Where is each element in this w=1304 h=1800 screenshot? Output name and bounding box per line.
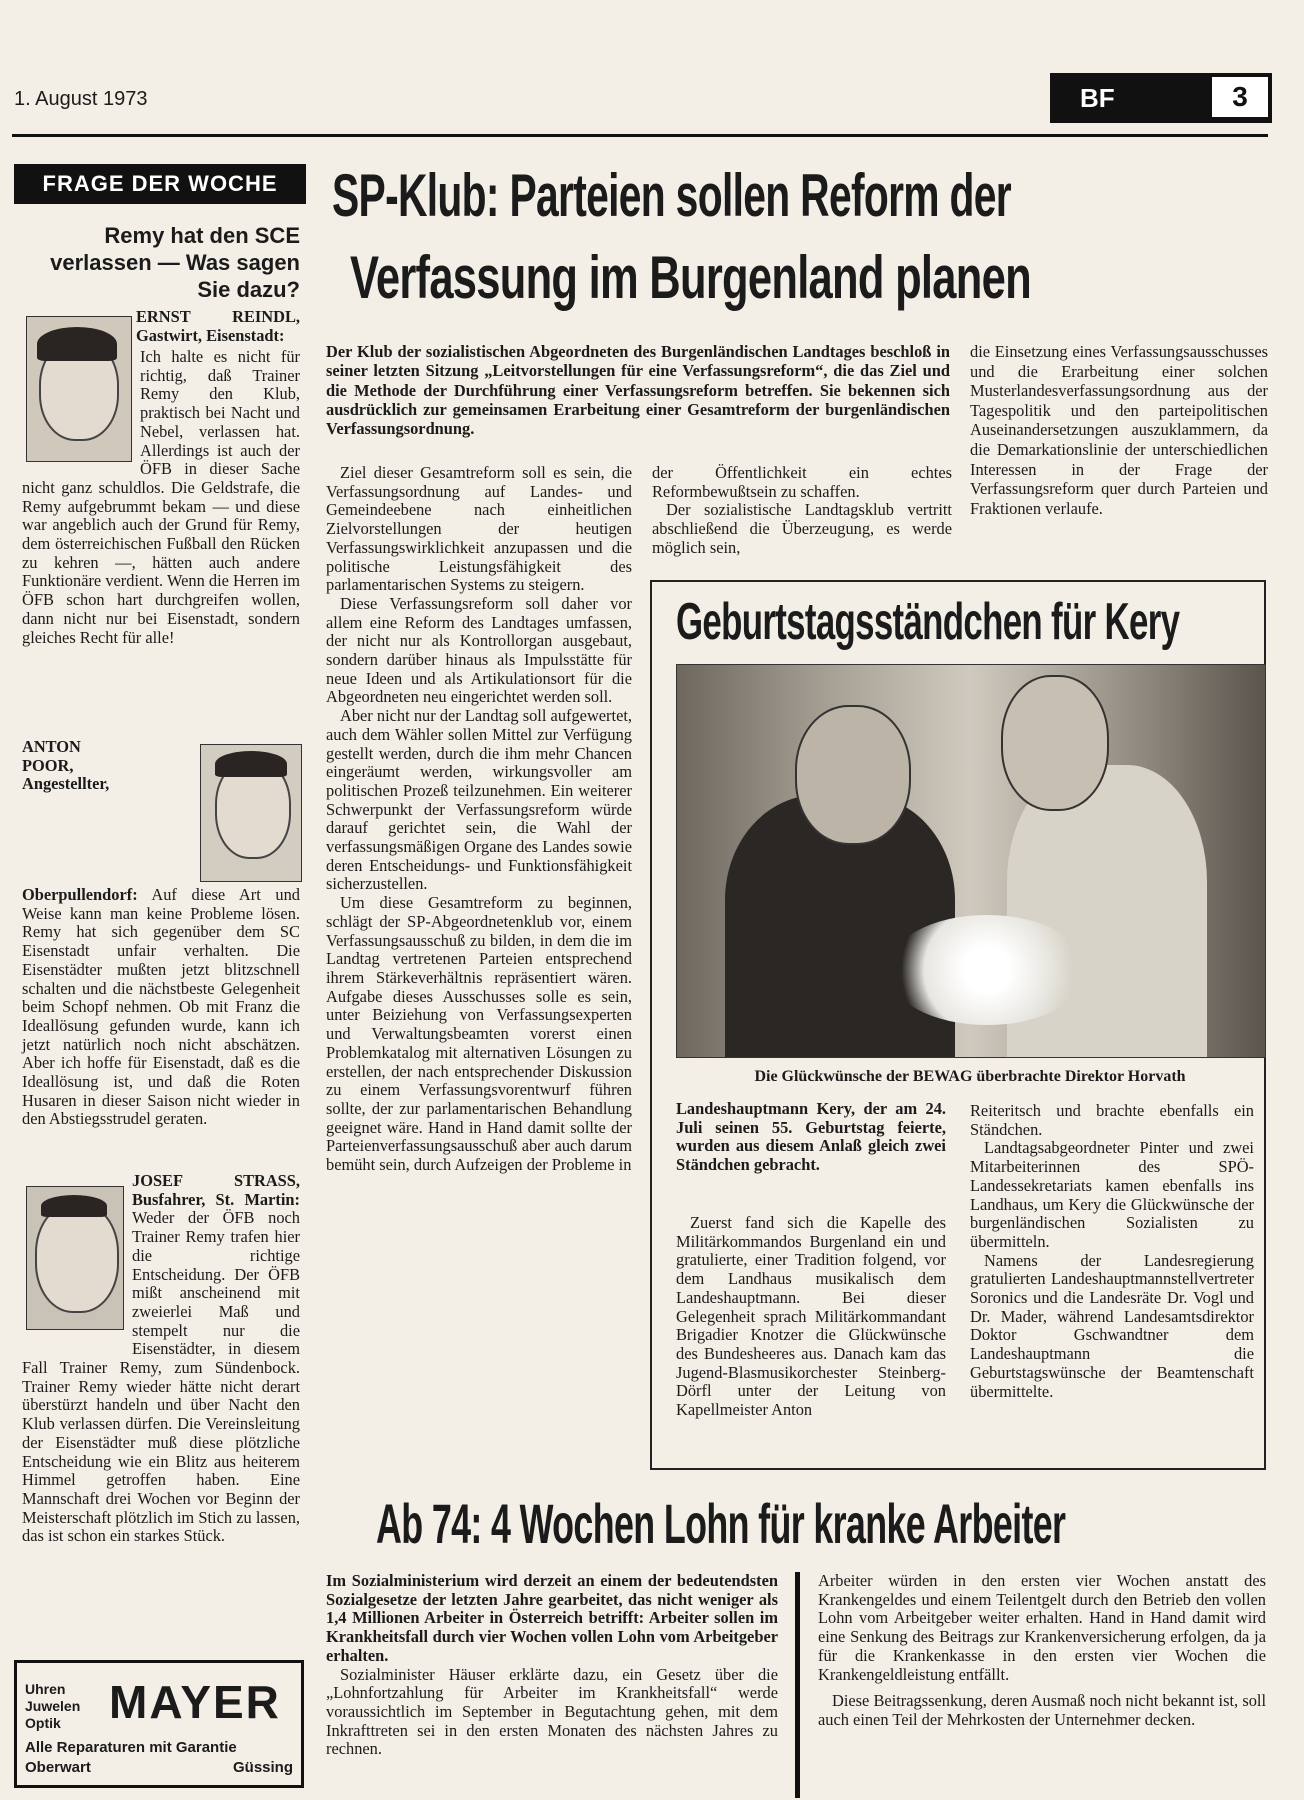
article2-col2-p3: Namens der Landesregierung gratulierten Landeshauptmannstellvertreter Soronics und die Landesräte Dr. Vogl und Dr. Mader, während Landesamtsdirektor Doktor Gschwandtner dem Landeshauptmann die Geburtstagswünsche der Beamtenschaft übermittelte. <box>970 1250 1254 1401</box>
article3-right <box>818 1572 1266 1798</box>
article3-divider <box>795 1572 800 1798</box>
ad-left-lines: Uhren Juwelen Optik <box>25 1681 81 1731</box>
article1-headline-1: SP-Klub: Parteien sollen Reform der <box>332 162 1012 229</box>
person-1-name: ERNST REINDL, <box>136 307 300 326</box>
person-2-role: Angestellter, Oberpullendorf: <box>22 774 138 904</box>
article3-right-p1: Arbeiter würden in den ersten vier Wochen anstatt des Krankengeldes und einem Teilentgelt durch den Betrieb den vollen Lohn vom Arbeitgeber weiter erhalten. Hand in Hand damit wird eine Senkung des Beitrags zur Krankenversicherung erfolgen, da ja für die Krankenkasse in den ersten vier Wochen die Krankengeldleistung entfällt. <box>818 1572 1266 1684</box>
person-3-block <box>22 1172 300 1642</box>
paper-name: BF <box>1080 83 1115 113</box>
page-number: 3 <box>1212 77 1268 117</box>
article1-col1-p3: Aber nicht nur der Landtag soll aufgewertet, auch dem Wähler sollen Mittel zur Verfügung gestellt werden, durch die ihm mehr Chancen eingeräumt werden, wirkungsvoller am politischen Prozeß teilzunehmen. Ein weiterer Schwerpunkt der Verfassungsreform würde darauf gerichtet sein, die Wahl der verfassungsmäßigen Organe des Landes sowie deren Entscheidungs- und Funktionsfähigkeit sicherzustellen. <box>326 706 632 894</box>
paper-badge <box>1050 73 1272 123</box>
ad-town-left: Oberwart <box>25 1759 91 1776</box>
person-3-role: Busfahrer, St. Martin: <box>132 1189 300 1209</box>
article2-headline: Geburtstagsständchen für Kery <box>676 593 1180 651</box>
article2-caption: Die Glückwünsche der BEWAG überbrachte Direktor Horvath <box>754 1068 1186 1085</box>
article1-col1-p1: Ziel dieser Gesamtreform soll es sein, die Verfassungsordnung auf Landes- und Gemeindeebene nach einheitlichen Zielvorstellungen der heutigen Verfassungswirklichkeit anzupassen und die politische Leistungsfähigkeit des parlamentarischen Systems zu steigern. <box>326 463 632 595</box>
article1-col1-p4: Um diese Gesamtreform zu beginnen, schlägt der SP-Abgeordnetenklub vor, einem Verfassungsausschuß zu bilden, in dem die im Landtag vertretenen Parteien entsprechend ihrem Stärkeverhältnis repräsentiert wären. Aufgabe dieses Ausschusses solle es sein, unter Beiziehung von Verfassungsexperten und Verwaltungsbeamten vorerst einen Problemkatalog mit alternativen Lösungen zu erstellen, der nach entsprechender Diskussion zu einem Verfassungsvorentwurf führen sollte, der zur parlamentarischen Behandlung geeignet wäre. Hand in Hand damit sollte der Parteienverfassungsausschuß aber auch darum bemüht sein, durch Aufzeigen der Probleme in <box>326 893 632 1175</box>
person-2-block <box>22 738 300 1158</box>
header-rule <box>12 134 1268 137</box>
article2-col2-p1: Reiteritsch und brachte ebenfalls ein Ständchen. <box>970 1101 1254 1139</box>
person-1-block <box>22 348 300 728</box>
article3-right-p2: Diese Beitragssenkung, deren Ausmaß noch nicht bekannt ist, soll auch einen Teil der Mehrkosten der Unternehmer decken. <box>818 1691 1266 1729</box>
article1-col1-p2: Diese Verfassungsreform soll daher vor allem eine Reform des Landtages umfassen, der nicht nur als Kontrollorgan ausgebaut, sondern darüber hinaus als Impulsstätte für neue Ideen und als Artikulationsort für die Abgeordneten neu eingerichtet werden soll. <box>326 593 632 707</box>
article2-lead: Landeshauptmann Kery, der am 24. Juli seinen 55. Geburtstag feierte, wurden aus diesem Anlaß gleich zwei Ständchen gebracht. <box>676 1099 946 1175</box>
article2-col2 <box>970 1102 1254 1401</box>
article3-left <box>326 1572 778 1798</box>
person-3-name: JOSEF STRASS, <box>132 1171 300 1190</box>
article1-right-top: die Einsetzung eines Verfassungsausschusses und die Erarbeitung einer solchen Musterlandesverfassungsordnung aus der Tagespolitik und den parteipolitischen Auseinandersetzungen auszuklammern, da die Demarkationslinie der unterschiedlichen Interessen in der Frage der Verfassungsreform quer durch Parteien und Fraktionen verlaufe. <box>970 342 1268 518</box>
frage-question: Remy hat den SCE verlassen — Was sagen Sie dazu? <box>50 223 300 302</box>
ad-line: Alle Reparaturen mit Garantie <box>25 1739 237 1756</box>
person-3-body: Weder der ÖFB noch Trainer Remy trafen hier die richtige Entscheidung. Der ÖFB mißt anscheinend mit zweierlei Maß und stempelt nur die Eisenstädter, in diesem Fall Trainer Remy, zum Sündenbock. Trainer Remy wieder hätte nicht derart überstürzt handeln und über Nacht den Klub verlassen dürfen. Die Vereinsleitung der Eisenstädter muß diese plötzliche Entscheidung wie ein Blitz aus heiterem Himmel getroffen haben. Eine Mannschaft drei Wochen vor Beginn der Meisterschaft plötzlich im Stich zu lassen, das ist schon ein starkes Stück. <box>22 1208 300 1546</box>
article1-col2 <box>652 464 952 558</box>
article2-col1 <box>676 1214 946 1420</box>
ad-town-right: Güssing <box>232 1759 293 1776</box>
person-1-body: Ich halte es nicht für richtig, daß Trainer Remy den Klub, praktisch bei Nacht und Nebel, verlassen hat. Allerdings ist auch der ÖFB in dieser Sache nicht ganz schuldlos. Die Geldstrafe, die Remy aufgebrummt bekam — und diese war angeblich auch der Grund für Remy, dem österreichischen Fußball den Rücken zu kehren —, hätten auch andere Funktionäre verdient. Wenn die Herren im ÖFB schon hart durchgreifen wollen, dann nicht nur bei Eisenstadt, sondern gleiches Recht für alle! <box>22 347 300 647</box>
article1-col1 <box>326 464 632 1175</box>
issue-date: 1. August 1973 <box>14 88 148 110</box>
article3-left-p: Sozialminister Häuser erklärte dazu, ein Gesetz über die „Lohnfortzahlung für Arbeiter im Krankheitsfall“ werde voraussichtlich im September in Begutachtung gehen, mit dem Inkrafttreten sei in den ersten Monaten des nächsten Jahres zu rechnen. <box>326 1664 778 1759</box>
article2-col1-p1: Zuerst fand sich die Kapelle des Militärkommandos Burgenland ein und gratulierte, einer Tradition folgend, vor dem Landhaus musikalisch dem Landeshauptmann. Bei dieser Gelegenheit sprach Militärkommandant Brigadier Knotzer die Glückwünsche des Bundesheeres aus. Danach kam das Jugend-Blasmusikorchester Steinberg-Dörfl unter der Leitung von Kapellmeister Anton <box>676 1213 946 1420</box>
person-1 <box>136 308 300 345</box>
article3-lead: Im Sozialministerium wird derzeit an einem der bedeutendsten Sozialgesetze der letzten Jahre gearbeitet, das nicht weniger als 1,4 Millionen Arbeiter in Österreich betrifft: Arbeiter sollen im Krankheitsfall durch vier Wochen vollen Lohn vom Arbeitgeber erhalten. <box>326 1572 778 1665</box>
ad-mayer <box>14 1660 304 1788</box>
person-2-body: Auf diese Art und Weise kann man keine Probleme lösen. Remy hat sich gegenüber dem SC Eisenstadt unfair verhalten. Die Eisenstädter mußten jetzt blitzschnell schalten und die nächstbeste Gelegenheit beim Schopf nehmen. Ob mit Franz die Ideallösung gefunden wurde, kann ich jetzt natürlich noch nicht abschätzen. Aber ich hoffe für Eisenstadt, daß es die Ideallösung ist, und daß die Roten Husaren in dieser Saison nicht wieder in den Abstiegsstrudel geraten. <box>22 885 300 1129</box>
frage-label: FRAGE DER WOCHE <box>14 164 306 204</box>
article1-lead: Der Klub der sozialistischen Abgeordneten des Burgenländischen Landtages beschloß in seiner letzten Sitzung „Leitvorstellungen für eine Verfassungsreform“, die das Ziel und die Methode der Durchführung einer Verfassungsreform betreffen. Sie bekennen sich ausdrücklich zur gemeinsamen Erarbeitung einer Gesamtreform der burgenländischen Verfassungsordnung. <box>326 342 950 439</box>
article2-col2-p2: Landtagsabgeordneter Pinter und zwei Mitarbeiterinnen des SPÖ-Landessekretariats kamen ebenfalls ins Landhaus, um Kery die Glückwünsche der burgenländischen Sozialisten zu übermitteln. <box>970 1138 1254 1251</box>
person-2-name: ANTON POOR, <box>22 737 81 775</box>
article3-headline: Ab 74: 4 Wochen Lohn für kranke Arbeiter <box>376 1492 1066 1555</box>
article1-col2-p1: der Öffentlichkeit ein echtes Reformbewußtsein zu schaffen. <box>652 463 952 501</box>
article2-photo <box>676 664 1266 1058</box>
article1-headline-2: Verfassung im Burgenland planen <box>350 244 1031 311</box>
person-1-role: Gastwirt, Eisenstadt: <box>136 325 285 345</box>
ad-brand: MAYER <box>109 1676 281 1728</box>
article1-col2-p2: Der sozialistische Landtagsklub vertritt abschließend die Überzeugung, es werde möglich sein, <box>652 500 952 557</box>
